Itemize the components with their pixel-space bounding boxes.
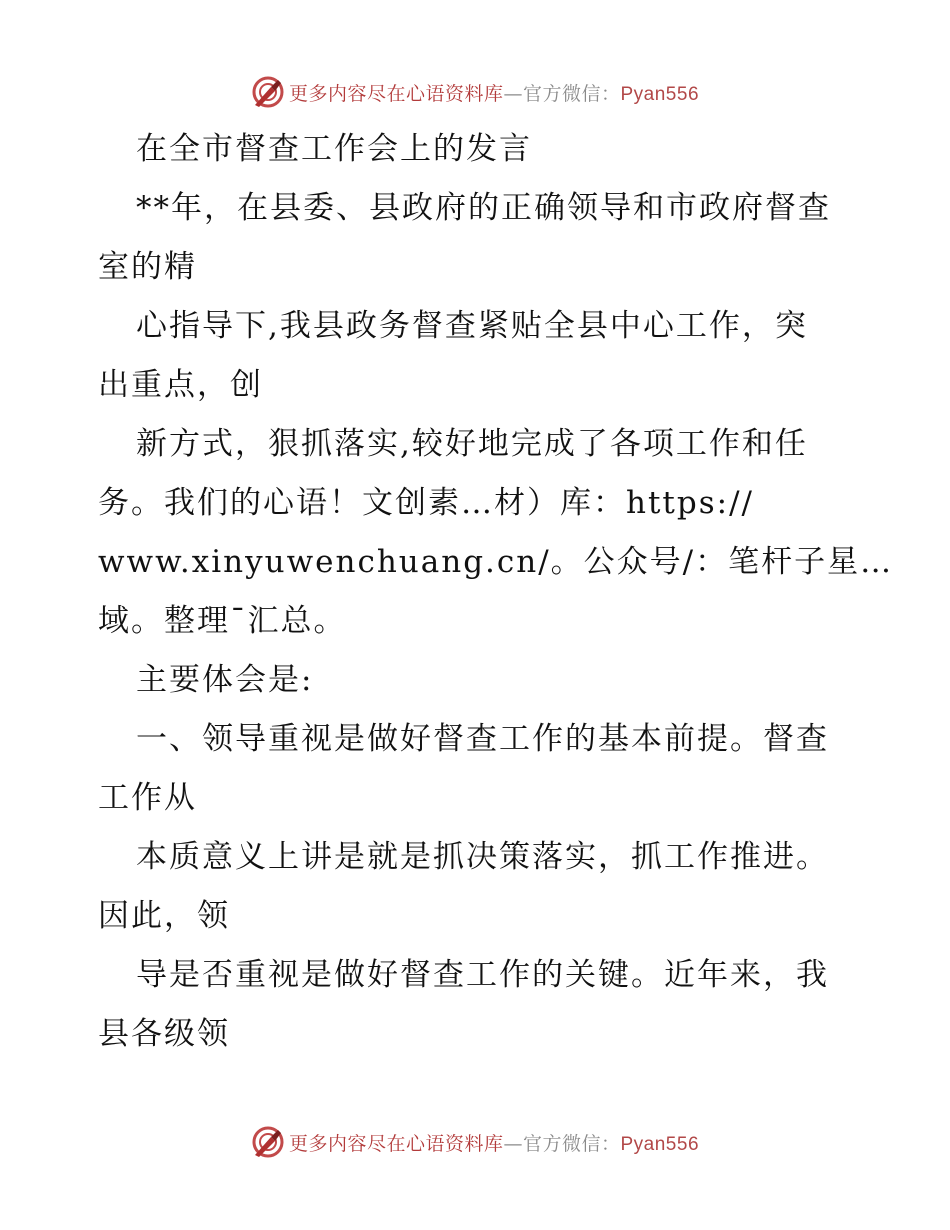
pen-logo-icon — [251, 75, 285, 109]
doc-line: 新方式，狠抓落实,较好地完成了各项工作和任 — [136, 426, 808, 462]
footer-banner-text — [289, 1129, 699, 1156]
footer-wechat-label: 官方微信： — [522, 1132, 621, 1155]
doc-line: 心指导下,我县政务督查紧贴全县中心工作，突 — [136, 308, 808, 344]
doc-line: 工作从 — [98, 780, 197, 816]
pen-logo-icon — [251, 1125, 285, 1159]
document-body — [98, 120, 894, 1064]
header-banner-text — [289, 79, 699, 106]
header-wechat-label: 官方微信： — [522, 82, 621, 105]
doc-title: 在全市督查工作会上的发言 — [136, 131, 532, 167]
footer-banner-separator: — — [503, 1132, 523, 1155]
doc-line: 主要体会是: — [136, 662, 314, 698]
doc-line: 室的精 — [98, 249, 197, 285]
doc-line: www.xinyuwenchuang.cn/。公众号/：笔杆子星… — [98, 544, 894, 580]
doc-line: 出重点，创 — [98, 367, 263, 403]
header-banner — [0, 72, 950, 112]
doc-line: 县各级领 — [98, 1016, 230, 1052]
doc-line: 务。我们的心语！文创素…材）库：https:// — [98, 485, 754, 521]
footer-wechat-id: Pyan556 — [620, 1133, 700, 1155]
footer-banner — [0, 1122, 950, 1162]
doc-line: 一、领导重视是做好督查工作的基本前提。督查 — [136, 721, 829, 757]
doc-line: **年，在县委、县政府的正确领导和市政府督查 — [136, 190, 831, 226]
header-banner-main: 更多内容尽在心语资料库 — [288, 82, 504, 105]
doc-line: 域。整理¯汇总。 — [98, 603, 347, 639]
header-banner-separator: — — [503, 82, 523, 105]
doc-line: 导是否重视是做好督查工作的关键。近年来，我 — [136, 957, 829, 993]
doc-line: 本质意义上讲是就是抓决策落实，抓工作推进。 — [136, 839, 829, 875]
doc-line: 因此，领 — [98, 898, 230, 934]
footer-banner-main: 更多内容尽在心语资料库 — [288, 1132, 504, 1155]
header-wechat-id: Pyan556 — [620, 83, 700, 105]
